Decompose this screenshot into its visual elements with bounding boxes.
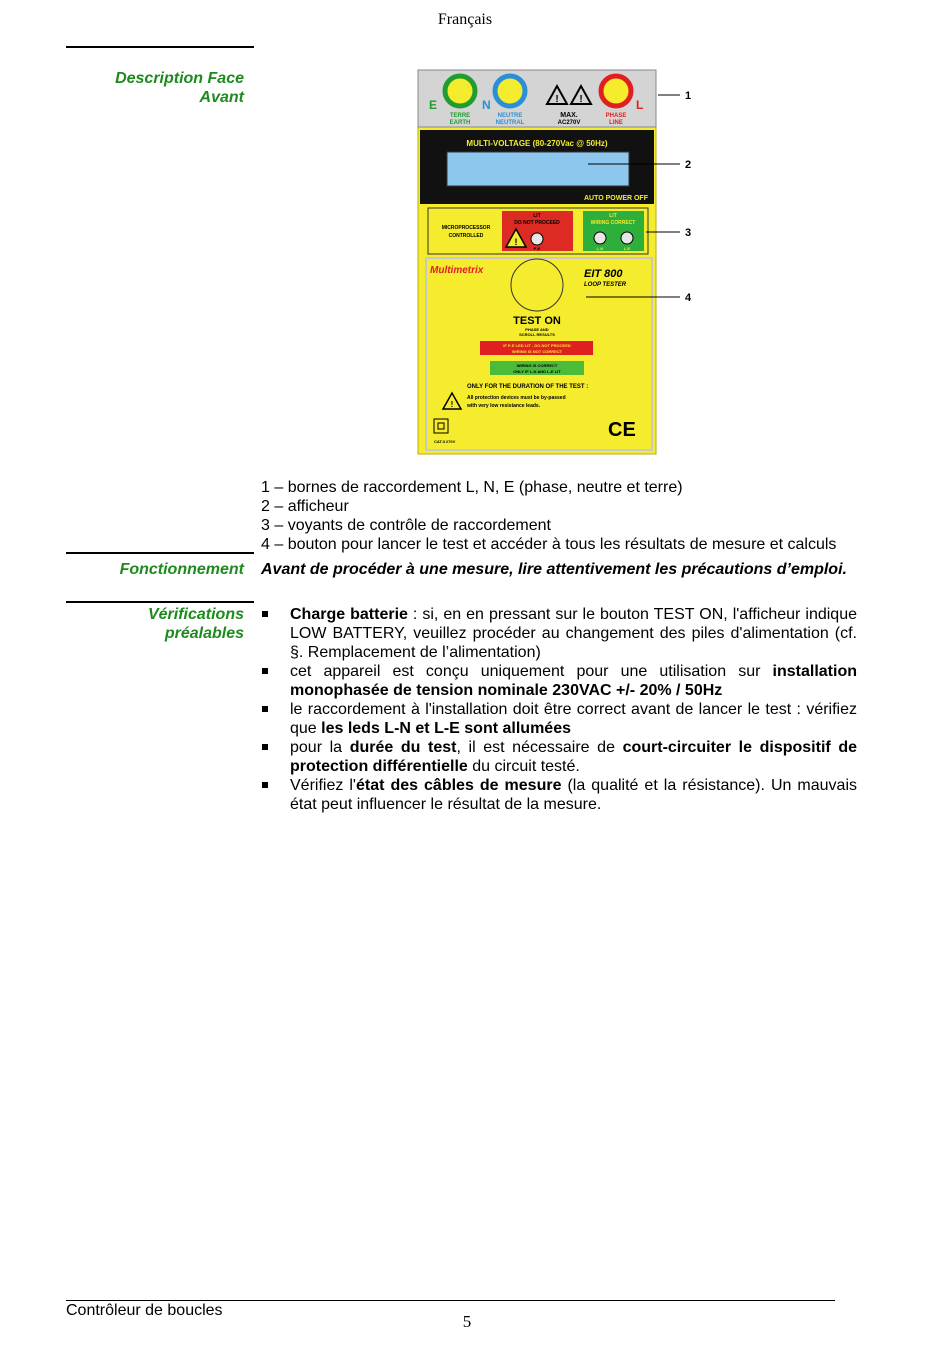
display-title: MULTI-VOLTAGE (80-270Vac @ 50Hz) bbox=[466, 139, 608, 148]
lit-label: LIT bbox=[533, 213, 541, 219]
test-on-button bbox=[511, 259, 563, 311]
callout-4: 4 bbox=[685, 292, 692, 304]
model-label: EIT 800 bbox=[584, 268, 623, 280]
neutral-label: NEUTRAL bbox=[495, 120, 525, 126]
ce-mark: CE bbox=[608, 419, 636, 441]
micro-label: MICROPROCESSOR bbox=[441, 225, 491, 231]
check-text: , il est nécessaire de bbox=[456, 739, 623, 756]
check-text: (la qualité et la résistance). Un mauvais état peut influencer le résultat de la mesure. bbox=[290, 777, 858, 813]
lit-label: LIT bbox=[609, 213, 617, 219]
callout-3: 3 bbox=[685, 227, 692, 239]
display-screen bbox=[447, 152, 629, 186]
brand-label: Multimetrix bbox=[430, 265, 484, 276]
section-label-line: Description Face bbox=[115, 70, 244, 87]
led-pe-icon bbox=[531, 233, 543, 245]
check-text: du circuit testé. bbox=[467, 758, 580, 775]
check-text: Vérifiez l' bbox=[290, 777, 356, 794]
section-label-line: Avant bbox=[199, 89, 244, 106]
check-bold: Charge batterie bbox=[290, 606, 408, 623]
red-note: WIRING IS NOT CORRECT bbox=[511, 349, 563, 354]
test-sub-label: PHASE AND bbox=[525, 327, 549, 332]
led-ln-label: L-N bbox=[596, 246, 604, 251]
legend-item: 2 – afficheur bbox=[261, 498, 349, 515]
max-voltage-label: AC270V bbox=[557, 120, 581, 126]
duration-line: All protection devices must be by-passed bbox=[467, 395, 566, 401]
list-item bbox=[261, 738, 857, 776]
neutral-terminal-icon bbox=[495, 76, 525, 106]
section-rule-fonctionnement bbox=[66, 552, 254, 554]
list-item bbox=[261, 605, 857, 662]
max-label: MAX. bbox=[560, 112, 578, 119]
checks-list-container bbox=[261, 605, 857, 814]
list-item bbox=[261, 776, 857, 814]
section-label-fonctionnement: Fonctionnement bbox=[119, 561, 244, 578]
legend-item: 1 – bornes de raccordement L, N, E (phase, neutre et terre) bbox=[261, 479, 683, 496]
test-on-label: TEST ON bbox=[513, 315, 561, 327]
wiring-correct-label: WIRING CORRECT bbox=[590, 220, 636, 226]
page-language-header: Français bbox=[437, 11, 493, 28]
section-rule-verifications bbox=[66, 601, 254, 603]
legend-item: 4 – bouton pour lancer le test et accéder à tous les résultats de mesure et calculs bbox=[261, 536, 837, 553]
warning-triangle-glyph: ! bbox=[579, 94, 583, 105]
model-sub-label: LOOP TESTER bbox=[584, 282, 627, 288]
led-le-label: L-E bbox=[623, 246, 631, 251]
section-rule-description bbox=[66, 46, 254, 48]
check-bold: état des câbles de mesure bbox=[355, 777, 562, 794]
warning-triangle-glyph: ! bbox=[450, 400, 454, 409]
green-note: ONLY IF L-N AND L-E LIT bbox=[513, 369, 561, 374]
test-sub-label: SCROLL RESULTS bbox=[519, 332, 555, 337]
terminal-letter-e: E bbox=[429, 98, 438, 112]
phase-label: PHASE bbox=[605, 113, 627, 119]
section-label-description bbox=[66, 69, 244, 107]
terre-label: TERRE bbox=[449, 113, 471, 119]
figure-legend bbox=[261, 478, 857, 554]
list-item bbox=[261, 700, 857, 738]
duration-line: with very low resistance leads. bbox=[467, 403, 541, 409]
check-bold: les leds L-N et L-E sont allumées bbox=[321, 720, 571, 737]
check-text: le raccordement à l'installation doit être correct avant de lancer le test : vérifiez que bbox=[290, 701, 857, 737]
auto-power-off-label: AUTO POWER OFF bbox=[583, 195, 648, 202]
section-label-line: préalables bbox=[164, 625, 244, 642]
callout-1: 1 bbox=[685, 90, 692, 102]
warning-triangle-glyph: ! bbox=[514, 237, 518, 247]
duration-title: ONLY FOR THE DURATION OF THE TEST : bbox=[467, 384, 589, 390]
checks-list bbox=[261, 605, 857, 814]
terminal-letter-l: L bbox=[636, 98, 644, 112]
line-label: LINE bbox=[609, 120, 623, 126]
check-text: cet appareil est conçu uniquement pour une utilisation sur bbox=[290, 663, 773, 680]
led-pe-label: P-E bbox=[533, 246, 541, 251]
legend-item: 3 – voyants de contrôle de raccordement bbox=[261, 517, 551, 534]
list-item bbox=[261, 662, 857, 700]
warning-triangle-glyph: ! bbox=[555, 94, 559, 105]
check-text: : si, en en pressant sur le bouton TEST ON, l'afficheur indique LOW BATTERY, veuillez procéder au changement des piles d'alimentation (cf. §. Remplacement de l’alimentation) bbox=[290, 606, 857, 661]
earth-terminal-icon bbox=[445, 76, 475, 106]
red-note: IF P-E LED LIT - DO NOT PROCEED bbox=[503, 343, 571, 348]
cat-label: CAT.II 270V bbox=[434, 439, 456, 444]
earth-label: EARTH bbox=[449, 120, 471, 126]
check-text: pour la bbox=[290, 739, 350, 756]
device-front-illustration bbox=[410, 66, 710, 458]
callout-2: 2 bbox=[685, 159, 692, 171]
section-label-line: Vérifications bbox=[147, 606, 244, 623]
check-bold: installation monophasée de tension nominale 230VAC +/- 20% / 50Hz bbox=[290, 663, 857, 699]
green-note: WIRING IS CORRECT bbox=[516, 363, 558, 368]
section-label-verifications bbox=[66, 605, 244, 643]
page-number: 5 bbox=[462, 1312, 472, 1331]
check-bold: court-circuiter le dispositif de protection différentielle bbox=[290, 739, 857, 775]
footer-rule bbox=[66, 1300, 835, 1301]
terminal-letter-n: N bbox=[482, 98, 491, 112]
led-le-icon bbox=[621, 232, 633, 244]
phase-terminal-icon bbox=[601, 76, 631, 106]
check-bold: durée du test bbox=[349, 739, 457, 756]
footer-title: Contrôleur de boucles bbox=[66, 1302, 223, 1319]
safety-warning: Avant de procéder à une mesure, lire attentivement les précautions d’emploi. bbox=[261, 561, 847, 578]
micro-label: CONTROLLED bbox=[448, 233, 484, 239]
do-not-proceed-label: DO NOT PROCEED bbox=[514, 220, 560, 226]
neutre-label: NEUTRE bbox=[497, 113, 523, 119]
led-ln-icon bbox=[594, 232, 606, 244]
